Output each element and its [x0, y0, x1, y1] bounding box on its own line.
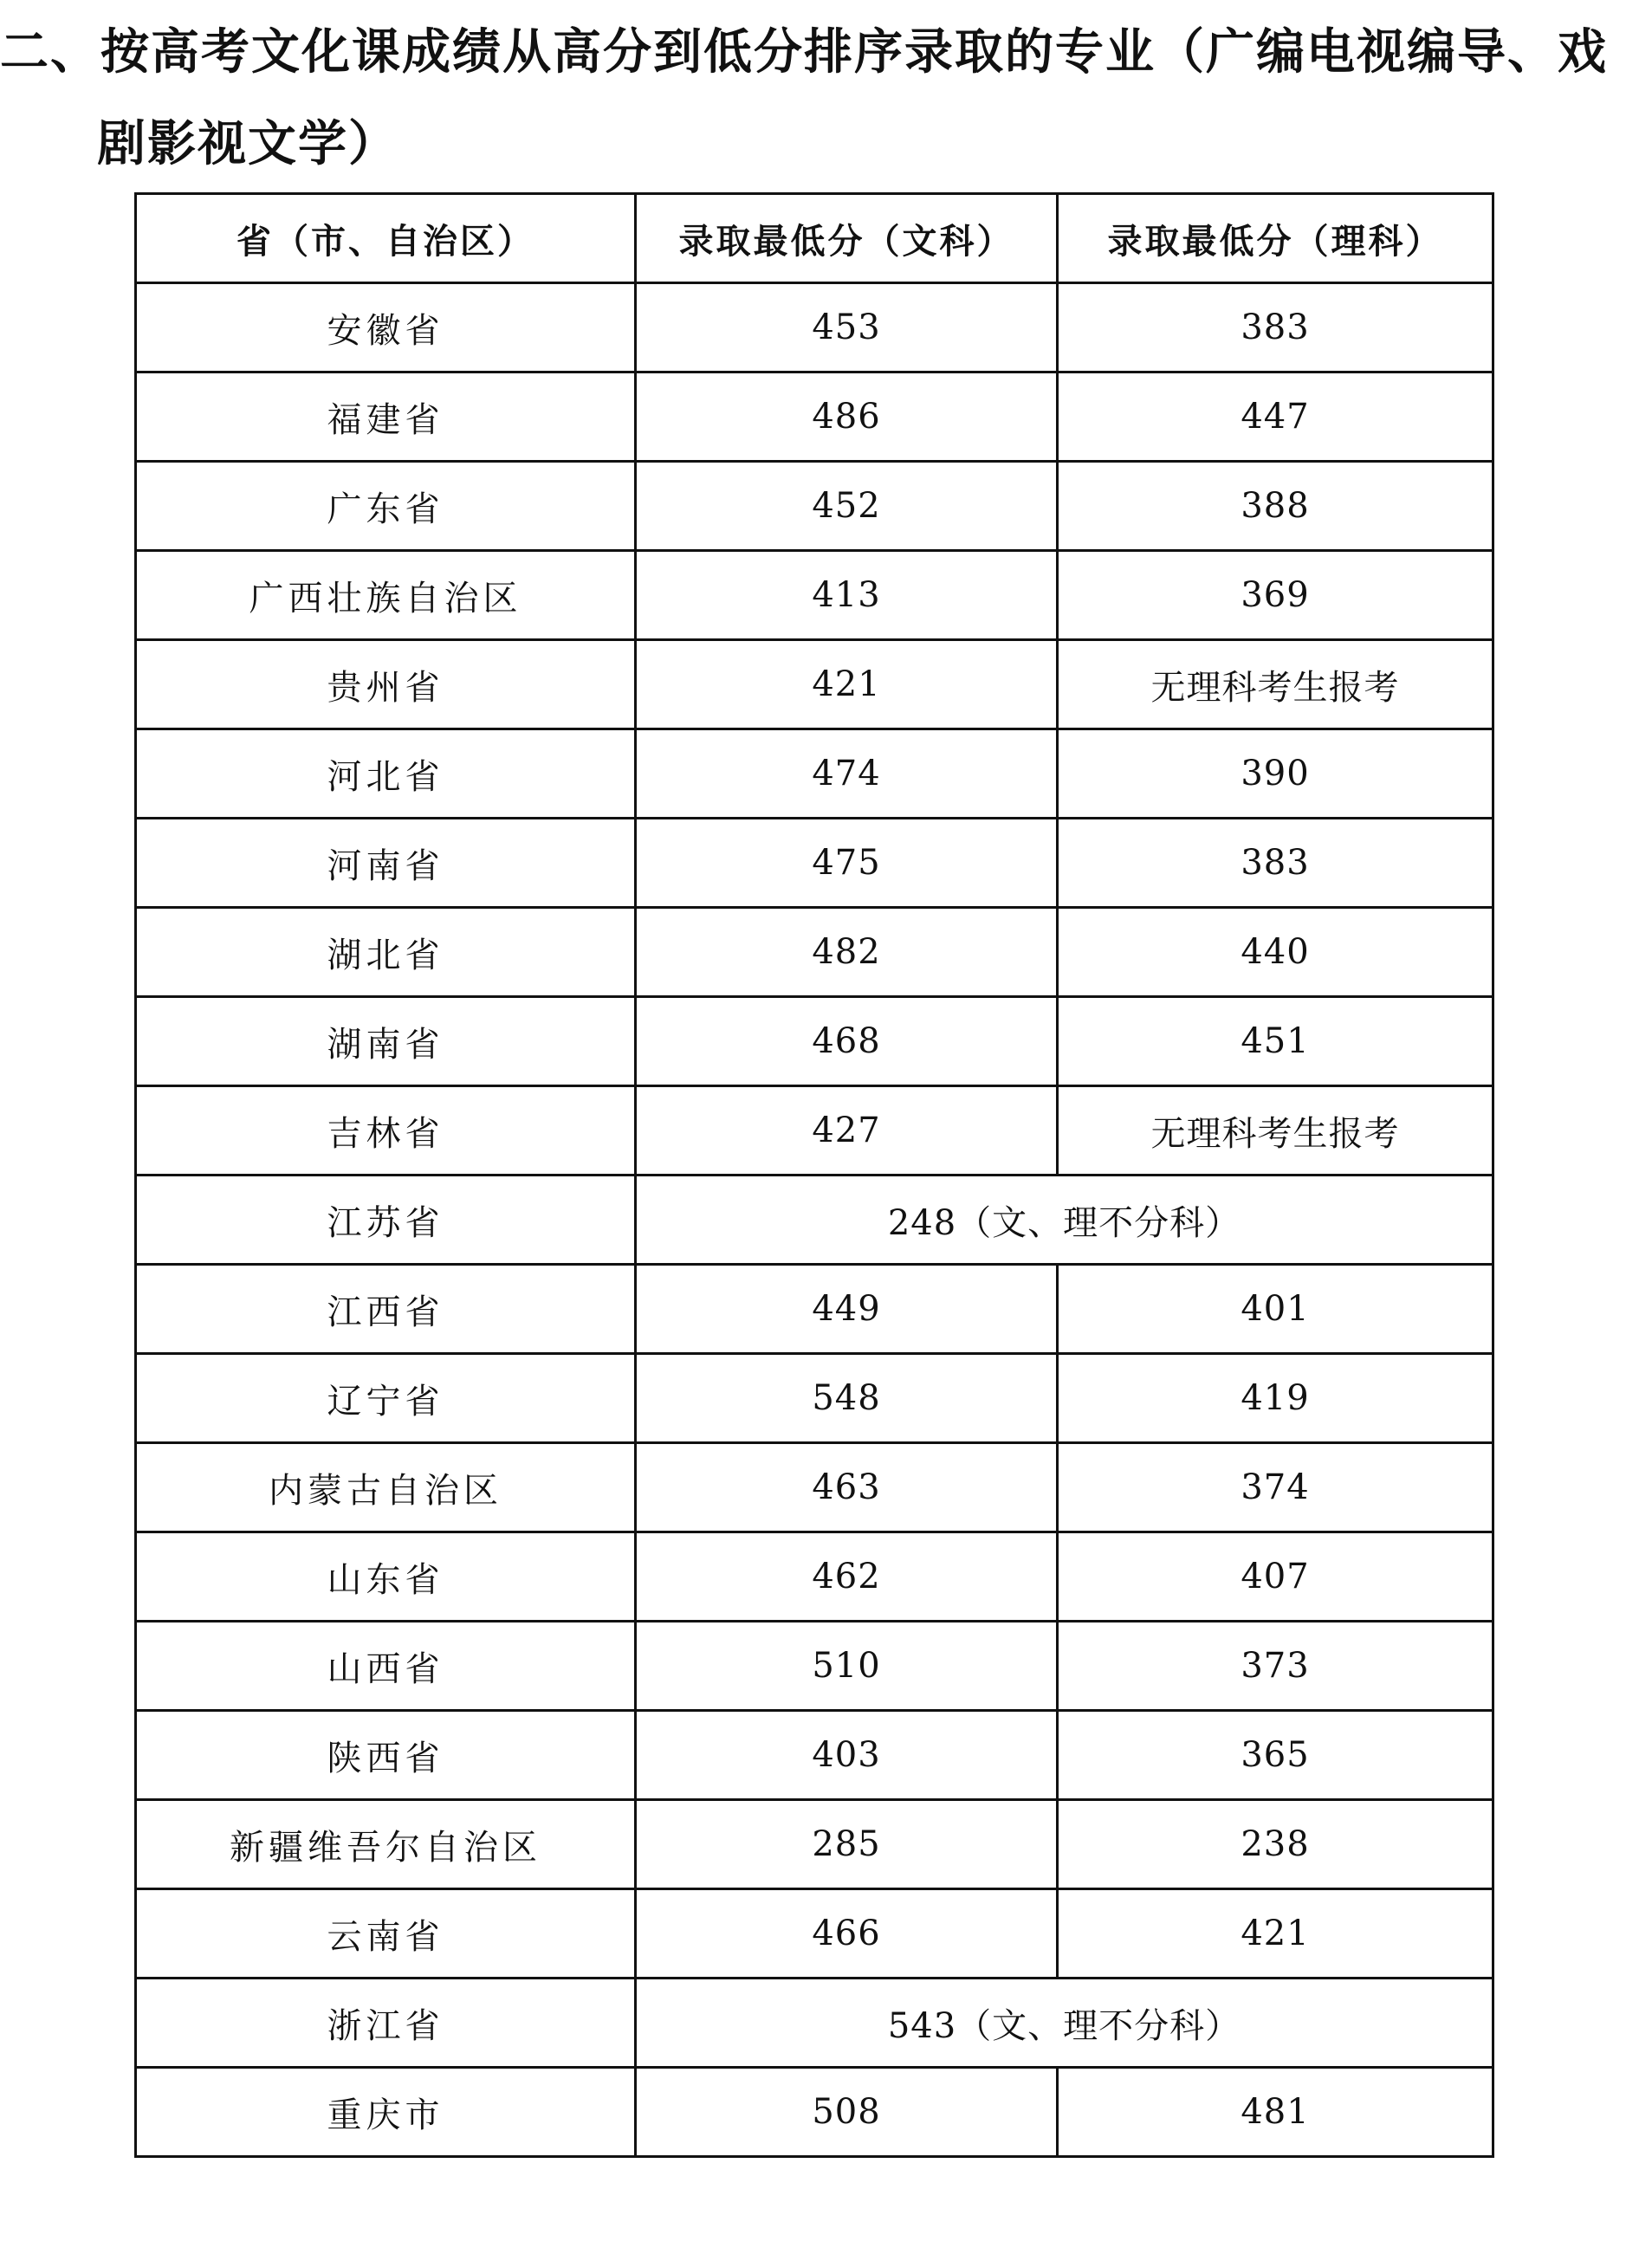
science-score-cell: 447 [1058, 372, 1493, 462]
arts-score-cell: 486 [636, 372, 1058, 462]
arts-score-cell: 468 [636, 997, 1058, 1086]
table-row [136, 372, 1493, 462]
arts-score-cell: 403 [636, 1711, 1058, 1800]
province-cell: 浙江省 [136, 1979, 636, 2068]
province-cell: 江西省 [136, 1265, 636, 1354]
arts-score-cell: 449 [636, 1265, 1058, 1354]
table-row [136, 551, 1493, 640]
arts-score-cell: 510 [636, 1622, 1058, 1711]
header-science-min-score: 录取最低分（理科） [1058, 194, 1493, 283]
arts-score-cell: 548 [636, 1354, 1058, 1443]
table-row [136, 1889, 1493, 1979]
section-heading-line2: 剧影视文学） [97, 116, 398, 172]
science-score-cell: 407 [1058, 1532, 1493, 1622]
science-score-cell: 373 [1058, 1622, 1493, 1711]
province-cell: 河南省 [136, 819, 636, 908]
table-row [136, 1443, 1493, 1532]
table-row [136, 640, 1493, 729]
science-score-cell: 无理科考生报考 [1058, 640, 1493, 729]
province-cell: 辽宁省 [136, 1354, 636, 1443]
science-score-cell: 383 [1058, 819, 1493, 908]
arts-score-cell: 452 [636, 462, 1058, 551]
arts-score-cell: 285 [636, 1800, 1058, 1889]
table-row [136, 1979, 1493, 2068]
table-row [136, 283, 1493, 372]
combined-score-cell: 543（文、理不分科） [636, 1979, 1493, 2068]
science-score-cell: 无理科考生报考 [1058, 1086, 1493, 1176]
science-score-cell: 440 [1058, 908, 1493, 997]
table-row [136, 1265, 1493, 1354]
science-score-cell: 388 [1058, 462, 1493, 551]
province-cell: 山东省 [136, 1532, 636, 1622]
admission-score-table [134, 192, 1494, 2158]
science-score-cell: 369 [1058, 551, 1493, 640]
science-score-cell: 481 [1058, 2068, 1493, 2157]
province-cell: 湖南省 [136, 997, 636, 1086]
science-score-cell: 451 [1058, 997, 1493, 1086]
science-score-cell: 390 [1058, 729, 1493, 819]
table-row [136, 729, 1493, 819]
table-row [136, 1711, 1493, 1800]
arts-score-cell: 466 [636, 1889, 1058, 1979]
science-score-cell: 383 [1058, 283, 1493, 372]
province-cell: 湖北省 [136, 908, 636, 997]
combined-score-cell: 248（文、理不分科） [636, 1176, 1493, 1265]
province-cell: 山西省 [136, 1622, 636, 1711]
science-score-cell: 374 [1058, 1443, 1493, 1532]
table-row [136, 1176, 1493, 1265]
arts-score-cell: 508 [636, 2068, 1058, 2157]
header-arts-min-score: 录取最低分（文科） [636, 194, 1058, 283]
province-cell: 云南省 [136, 1889, 636, 1979]
header-province: 省（市、自治区） [136, 194, 636, 283]
table-row [136, 997, 1493, 1086]
table-row [136, 1800, 1493, 1889]
province-cell: 新疆维吾尔自治区 [136, 1800, 636, 1889]
province-cell: 陕西省 [136, 1711, 636, 1800]
table-body [136, 283, 1493, 2157]
arts-score-cell: 475 [636, 819, 1058, 908]
arts-score-cell: 421 [636, 640, 1058, 729]
province-cell: 河北省 [136, 729, 636, 819]
science-score-cell: 421 [1058, 1889, 1493, 1979]
table-row [136, 819, 1493, 908]
table-row [136, 1622, 1493, 1711]
arts-score-cell: 427 [636, 1086, 1058, 1176]
table-row [136, 1532, 1493, 1622]
table-row [136, 462, 1493, 551]
province-cell: 福建省 [136, 372, 636, 462]
arts-score-cell: 482 [636, 908, 1058, 997]
table-header-row [136, 194, 1493, 283]
province-cell: 吉林省 [136, 1086, 636, 1176]
arts-score-cell: 453 [636, 283, 1058, 372]
province-cell: 广东省 [136, 462, 636, 551]
province-cell: 安徽省 [136, 283, 636, 372]
section-heading-line1: 二、按高考文化课成绩从高分到低分排序录取的专业（广编电视编导、戏 [0, 24, 1608, 81]
science-score-cell: 419 [1058, 1354, 1493, 1443]
table-row [136, 1354, 1493, 1443]
province-cell: 内蒙古自治区 [136, 1443, 636, 1532]
province-cell: 广西壮族自治区 [136, 551, 636, 640]
table-row [136, 908, 1493, 997]
science-score-cell: 365 [1058, 1711, 1493, 1800]
province-cell: 贵州省 [136, 640, 636, 729]
arts-score-cell: 462 [636, 1532, 1058, 1622]
province-cell: 重庆市 [136, 2068, 636, 2157]
science-score-cell: 238 [1058, 1800, 1493, 1889]
province-cell: 江苏省 [136, 1176, 636, 1265]
arts-score-cell: 463 [636, 1443, 1058, 1532]
table-row [136, 1086, 1493, 1176]
table-row [136, 2068, 1493, 2157]
science-score-cell: 401 [1058, 1265, 1493, 1354]
arts-score-cell: 474 [636, 729, 1058, 819]
arts-score-cell: 413 [636, 551, 1058, 640]
